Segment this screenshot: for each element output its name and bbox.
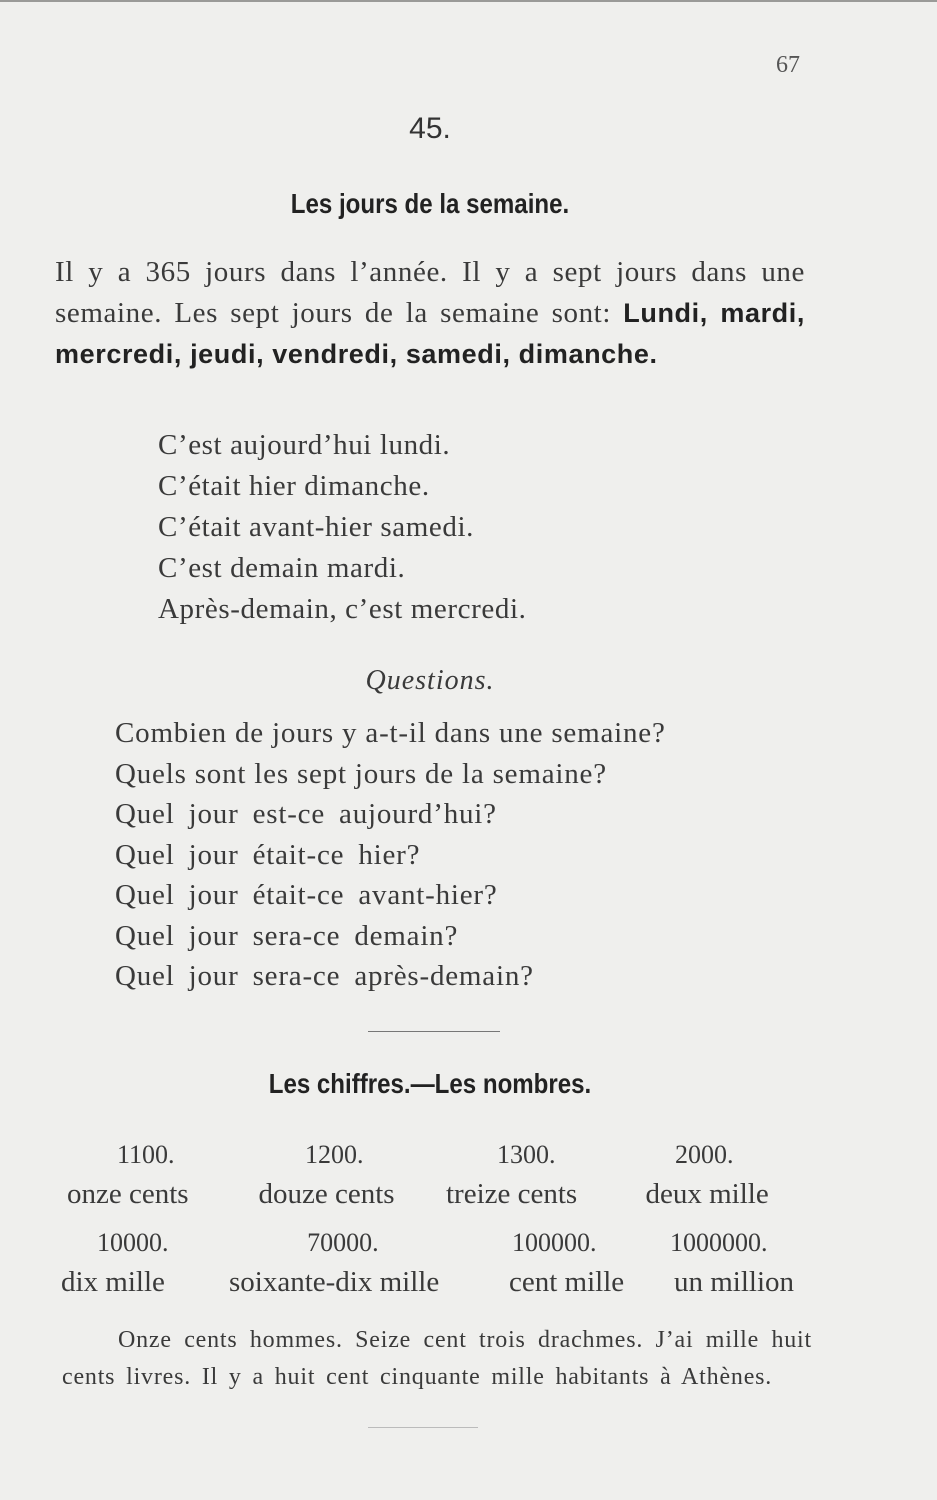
lesson-title-wrapper	[0, 188, 860, 220]
sentence: C’est aujourd’hui lundi.	[158, 429, 451, 461]
number-words: dix mille	[61, 1266, 165, 1298]
sentence: C’était hier dimanche.	[158, 470, 430, 502]
sentence: C’était avant-hier samedi.	[158, 511, 474, 543]
lesson-title: Les jours de la semaine.	[290, 188, 570, 219]
section-divider	[368, 1031, 500, 1032]
numeral: 10000.	[97, 1228, 169, 1257]
numbers-title: Les chiffres.—Les nombres.	[268, 1068, 592, 1099]
number-words-row-1	[55, 1178, 825, 1211]
questions-title: Questions.	[365, 665, 495, 696]
number-words: onze cents	[67, 1178, 189, 1210]
examples-text: Onze cents hommes. Seize cent trois drachmes. J’ai mille huit cents livres. Il y a huit cent cinquante mille habitants à Athènes.	[62, 1327, 812, 1390]
sentence: C’est demain mardi.	[158, 552, 406, 584]
numeral: 1000000.	[669, 1228, 768, 1257]
number-words: treize cents	[446, 1178, 578, 1210]
number-words: un million	[674, 1266, 795, 1298]
number-words: cent mille	[509, 1266, 625, 1298]
number-words: deux mille	[645, 1178, 769, 1210]
intro-paragraph	[55, 252, 805, 375]
top-border	[0, 0, 937, 2]
numerals-row-1	[55, 1140, 825, 1170]
sentences-list	[158, 425, 526, 630]
numeral: 1300.	[497, 1140, 556, 1169]
numbers-title-wrapper	[0, 1068, 860, 1100]
intro-text: Il y a 365 jours dans l’année. Il y a sept jours dans une semaine. Les sept jours de la semaine sont:	[55, 256, 805, 329]
question: Combien de jours y a-t-il dans une semaine?	[115, 717, 666, 749]
numeral: 100000.	[512, 1228, 597, 1257]
number-words: douze cents	[258, 1178, 395, 1210]
question: Quel jour sera-ce après-demain?	[115, 960, 534, 992]
number-words-row-2	[55, 1266, 825, 1299]
question: Quels sont les sept jours de la semaine?	[115, 757, 607, 790]
question: Quel jour est-ce aujourd’hui?	[115, 798, 497, 830]
question: Quel jour était-ce avant-hier?	[115, 879, 498, 911]
numeral: 1100.	[117, 1140, 175, 1169]
questions-list	[115, 713, 666, 997]
sentence: Après-demain, c’est mercredi.	[158, 593, 527, 625]
page-number: 67	[776, 52, 800, 78]
numeral: 70000.	[307, 1228, 379, 1257]
number-words: soixante-dix mille	[229, 1266, 440, 1298]
numeral: 2000.	[675, 1140, 734, 1169]
numerals-row-2	[55, 1228, 825, 1258]
numeral: 1200.	[305, 1140, 364, 1169]
examples-paragraph	[62, 1322, 812, 1396]
days-list-bold: Lundi, mardi, mercredi, jeudi, vendredi, samedi, dimanche.	[55, 298, 805, 369]
lesson-number: 45.	[409, 112, 451, 145]
question: Quel jour était-ce hier?	[115, 838, 421, 871]
question: Quel jour sera-ce demain?	[115, 919, 459, 952]
bottom-divider	[368, 1427, 478, 1428]
